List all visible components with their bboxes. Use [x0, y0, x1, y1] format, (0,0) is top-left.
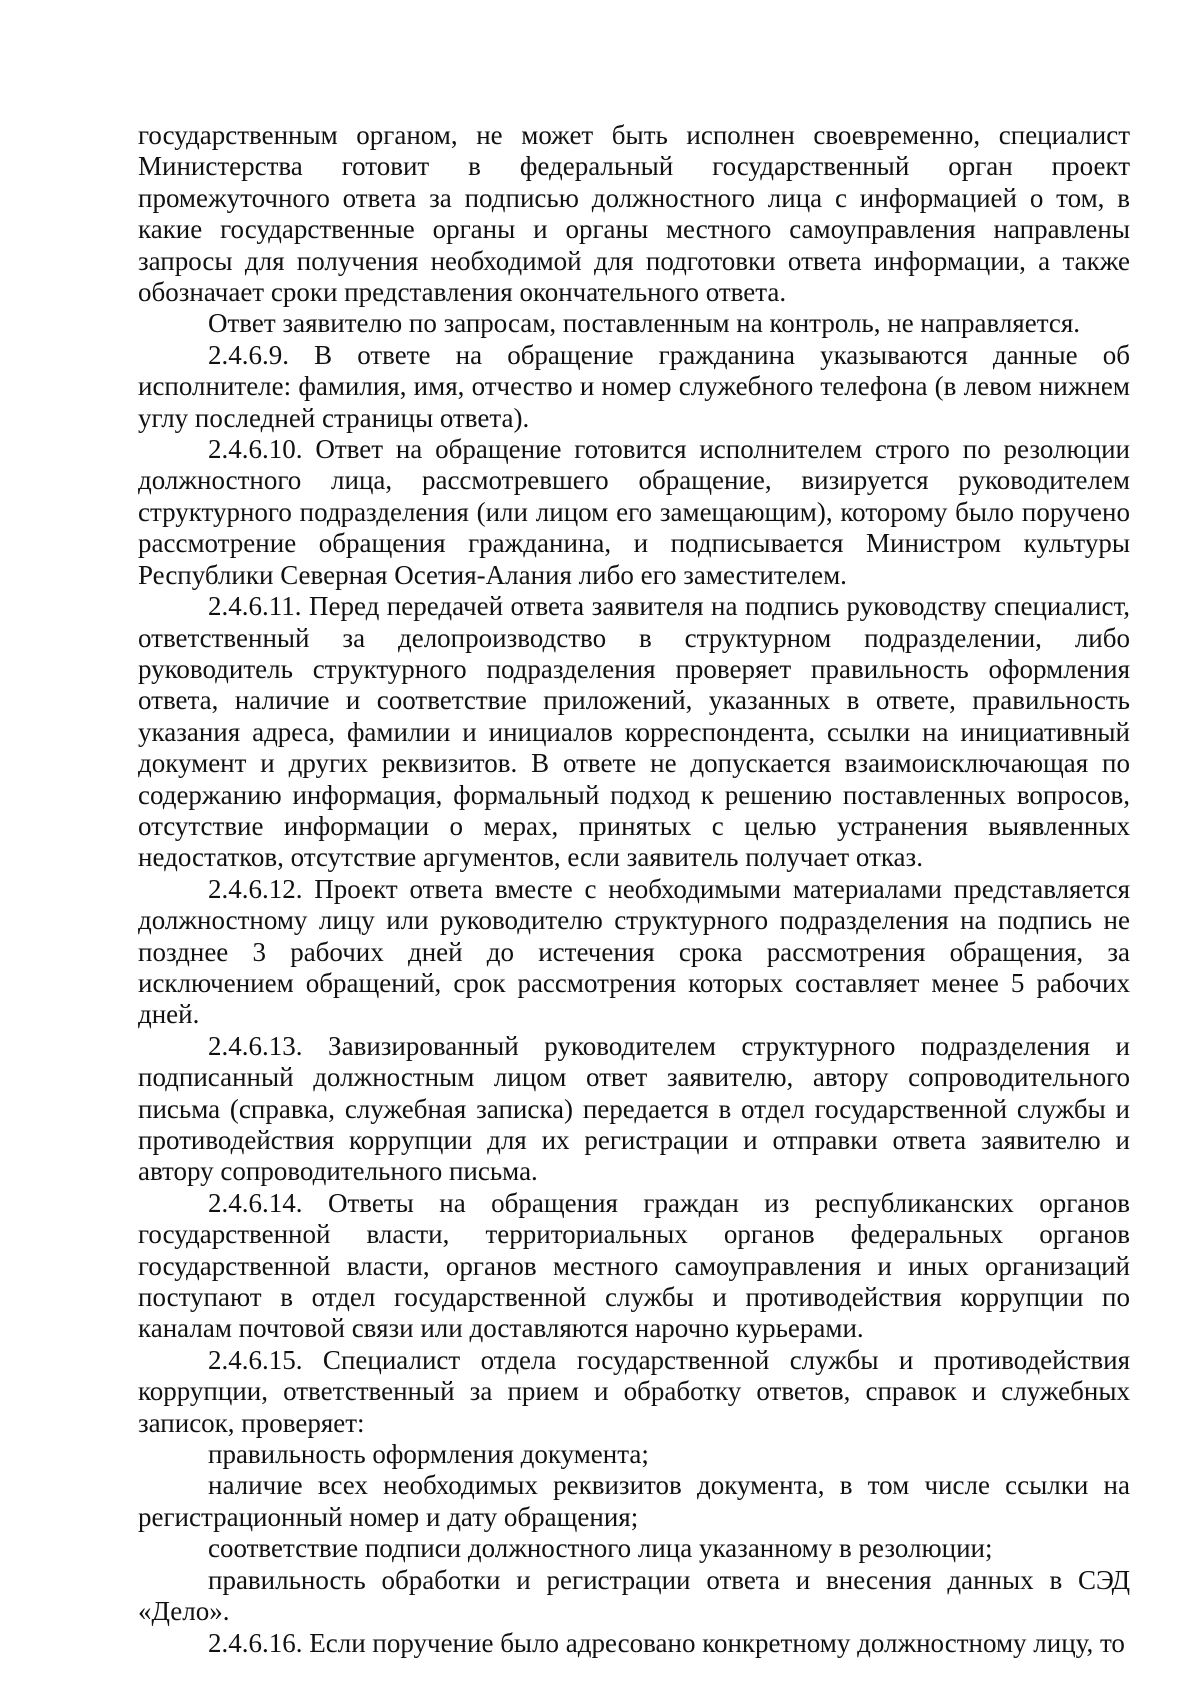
- list-item-check-requisites: наличие всех необходимых реквизитов документа, в том числе ссылки на регистрационный номер и дату обращения;: [138, 1470, 1130, 1532]
- paragraph-2-4-6-16: 2.4.6.16. Если поручение было адресовано конкретному должностному лицу, то: [208, 1627, 1125, 1658]
- list-item-check-signature: соответствие подписи должностного лица указанному в резолюции;: [208, 1533, 993, 1564]
- document-page: [138, 120, 1130, 1659]
- paragraph-control-note: Ответ заявителю по запросам, поставленным на контроль, не направляется.: [208, 308, 1080, 339]
- list-item-check-format: правильность оформления документа;: [208, 1439, 649, 1470]
- paragraph-2-4-6-12: 2.4.6.12. Проект ответа вместе с необходимыми материалами представляется должностному лицу или руководителю структурного подразделения на подпись не позднее 3 рабочих дней до истечения срока рассмотрения обращения, за исключением обращений, срок рассмотрения которых составляет менее 5 рабочих дней.: [138, 873, 1130, 1030]
- paragraph-2-4-6-11: 2.4.6.11. Перед передачей ответа заявителя на подпись руководству специалист, ответственный за делопроизводство в структурном подразделении, либо руководитель структурного подразделения проверяет правильность оформления ответа, наличие и соответствие приложений, указанных в ответе, правильность указания адреса, фамилии и инициалов корреспондента, ссылки на инициативный документ и других реквизитов. В ответе не допускается взаимоисключающая по содержанию информация, формальный подход к решению поставленных вопросов, отсутствие информации о мерах, принятых с целью устранения выявленных недостатков, отсутствие аргументов, если заявитель получает отказ.: [138, 591, 1130, 873]
- paragraph-2-4-6-10: 2.4.6.10. Ответ на обращение готовится исполнителем строго по резолюции должностного лица, рассмотревшего обращение, визируется руководителем структурного подразделения (или лицом его замещающим), которому было поручено рассмотрение обращения гражданина, и подписывается Министром культуры Республики Северная Осетия-Алания либо его заместителем.: [138, 434, 1130, 590]
- paragraph-2-4-6-14: 2.4.6.14. Ответы на обращения граждан из республиканских органов государственной власти, территориальных органов федеральных органов государственной власти, органов местного самоуправления и иных организаций поступают в отдел государственной службы и противодействия коррупции по каналам почтовой связи или доставляются нарочно курьерами.: [138, 1187, 1130, 1344]
- paragraph-2-4-6-9: 2.4.6.9. В ответе на обращение гражданина указываются данные об исполнителе: фамилия, имя, отчество и номер служебного телефона (в левом нижнем углу последней страницы ответа).: [138, 339, 1130, 433]
- paragraph-continuation: государственным органом, не может быть исполнен своевременно, специалист Министерства готовит в федеральный государственный орган проект промежуточного ответа за подписью должностного лица с информацией о том, в какие государственные органы и органы местного самоуправления направлены запросы для получения необходимой для подготовки ответа информации, а также обозначает сроки представления окончательного ответа.: [138, 120, 1130, 308]
- list-item-check-registration: правильность обработки и регистрации ответа и внесения данных в СЭД «Дело».: [138, 1564, 1130, 1627]
- paragraph-2-4-6-15: 2.4.6.15. Специалист отдела государственной службы и противодействия коррупции, ответственный за прием и обработку ответов, справок и служебных записок, проверяет:: [138, 1344, 1130, 1438]
- paragraph-2-4-6-13: 2.4.6.13. Завизированный руководителем структурного подразделения и подписанный должностным лицом ответ заявителю, автору сопроводительного письма (справка, служебная записка) передается в отдел государственной службы и противодействия коррупции для их регистрации и отправки ответа заявителю и автору сопроводительного письма.: [138, 1030, 1130, 1187]
